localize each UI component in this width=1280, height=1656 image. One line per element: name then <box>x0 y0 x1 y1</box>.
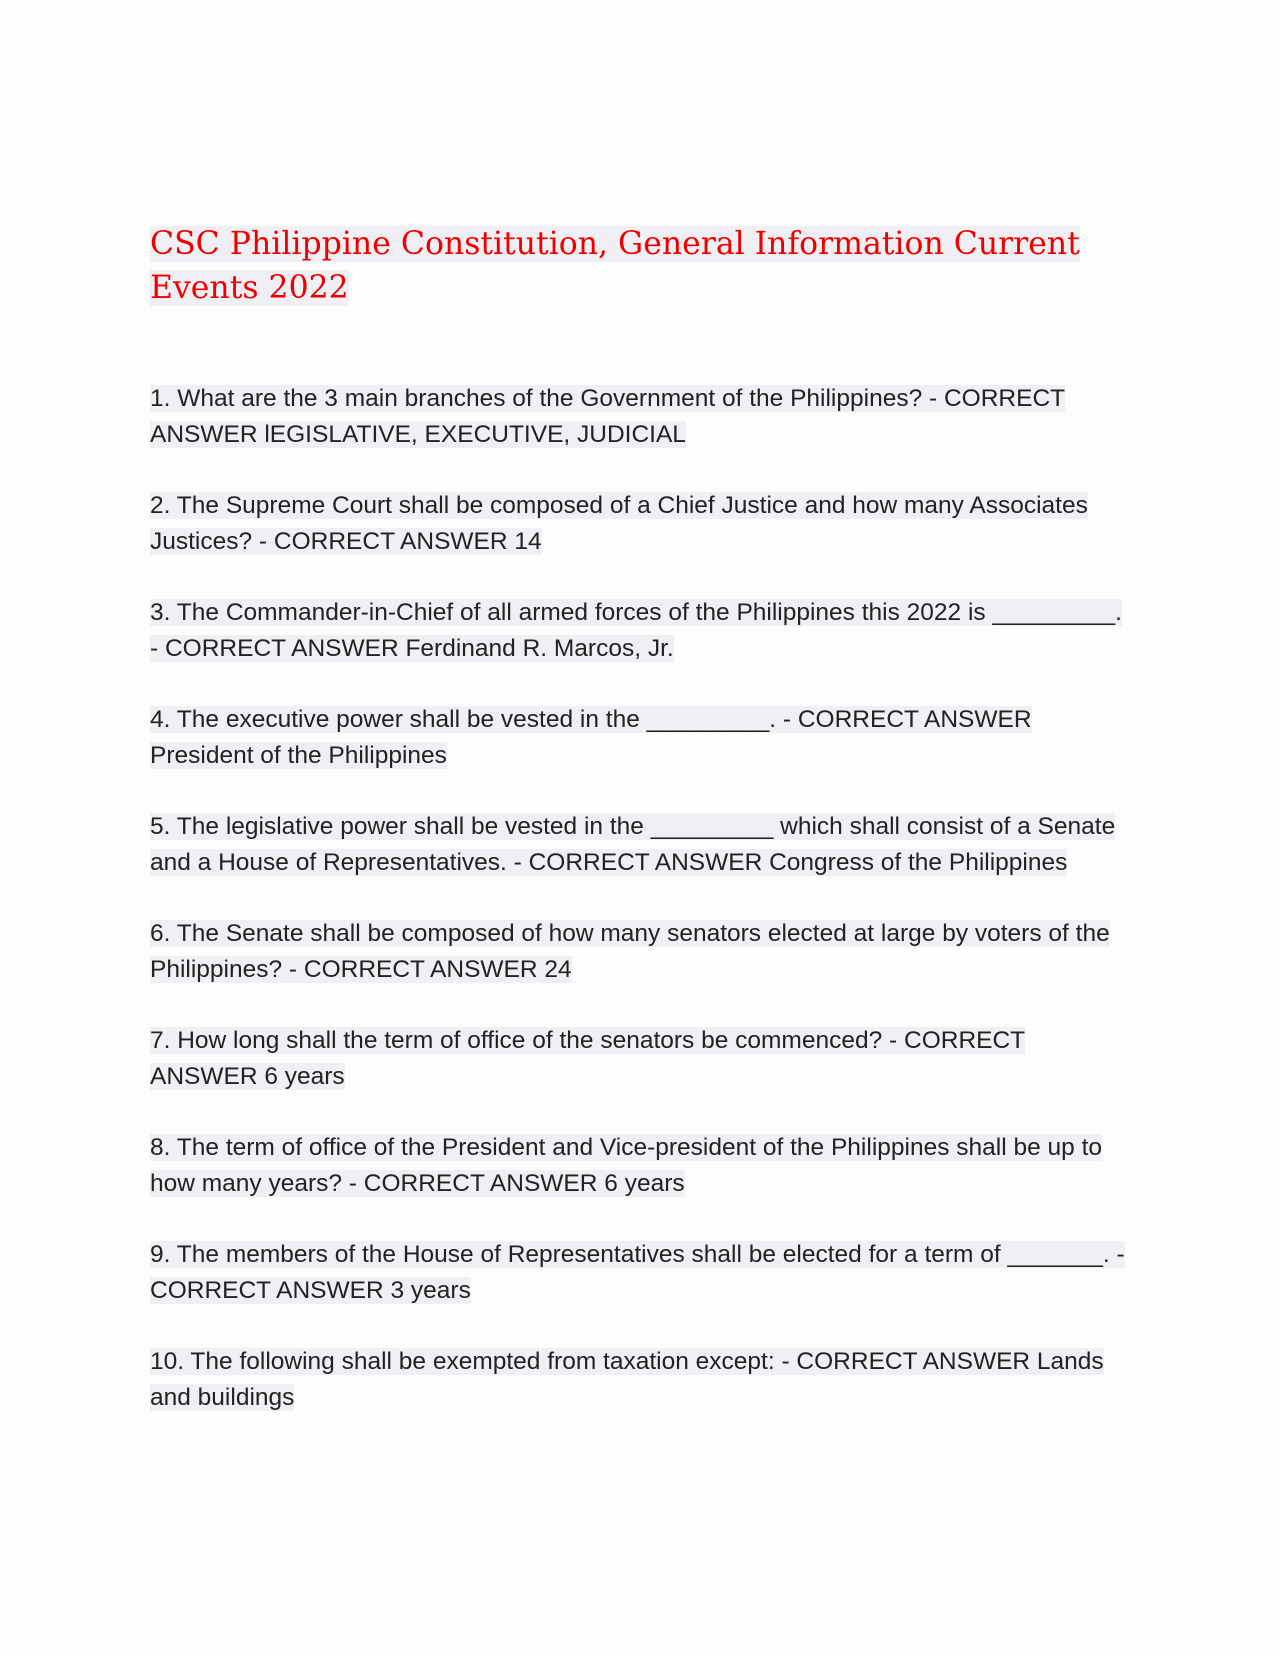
question-item-2 <box>150 488 1130 559</box>
question-text: 10. The following shall be exempted from taxation except: - CORRECT ANSWER Lands and buildings <box>150 1348 1104 1411</box>
question-text: 1. What are the 3 main branches of the Government of the Philippines? - CORRECT ANSWER lEGISLATIVE, EXECUTIVE, JUDICIAL <box>150 385 1066 448</box>
question-item-7 <box>150 1023 1130 1094</box>
question-text: 8. The term of office of the President and Vice-president of the Philippines shall be up to how many years? - CORRECT ANSWER 6 years <box>150 1134 1103 1197</box>
question-item-3 <box>150 595 1130 666</box>
question-list <box>150 381 1130 1451</box>
question-item-6 <box>150 916 1130 987</box>
question-text: 7. How long shall the term of office of the senators be commenced? - CORRECT ANSWER 6 years <box>150 1027 1026 1090</box>
question-item-4 <box>150 702 1130 773</box>
question-text: 6. The Senate shall be composed of how many senators elected at large by voters of the Philippines? - CORRECT ANSWER 24 <box>150 920 1110 983</box>
question-item-1 <box>150 381 1130 452</box>
question-item-8 <box>150 1130 1130 1201</box>
question-text: 4. The executive power shall be vested in the _________. - CORRECT ANSWER President of the Philippines <box>150 706 1032 769</box>
question-item-10 <box>150 1344 1130 1415</box>
document-title <box>150 222 1090 310</box>
document-title-text: CSC Philippine Constitution, General Information Current Events 2022 <box>150 226 1080 306</box>
question-text: 9. The members of the House of Representatives shall be elected for a term of _______. - CORRECT ANSWER 3 years <box>150 1241 1125 1304</box>
question-item-5 <box>150 809 1130 880</box>
question-text: 2. The Supreme Court shall be composed of a Chief Justice and how many Associates Justices? - CORRECT ANSWER 14 <box>150 492 1088 555</box>
question-text: 3. The Commander-in-Chief of all armed forces of the Philippines this 2022 is _________. - CORRECT ANSWER Ferdinand R. Marcos, Jr. <box>150 599 1122 662</box>
question-text: 5. The legislative power shall be vested in the _________ which shall consist of a Senate and a House of Representatives. - CORRECT ANSWER Congress of the Philippines <box>150 813 1116 876</box>
question-item-9 <box>150 1237 1130 1308</box>
